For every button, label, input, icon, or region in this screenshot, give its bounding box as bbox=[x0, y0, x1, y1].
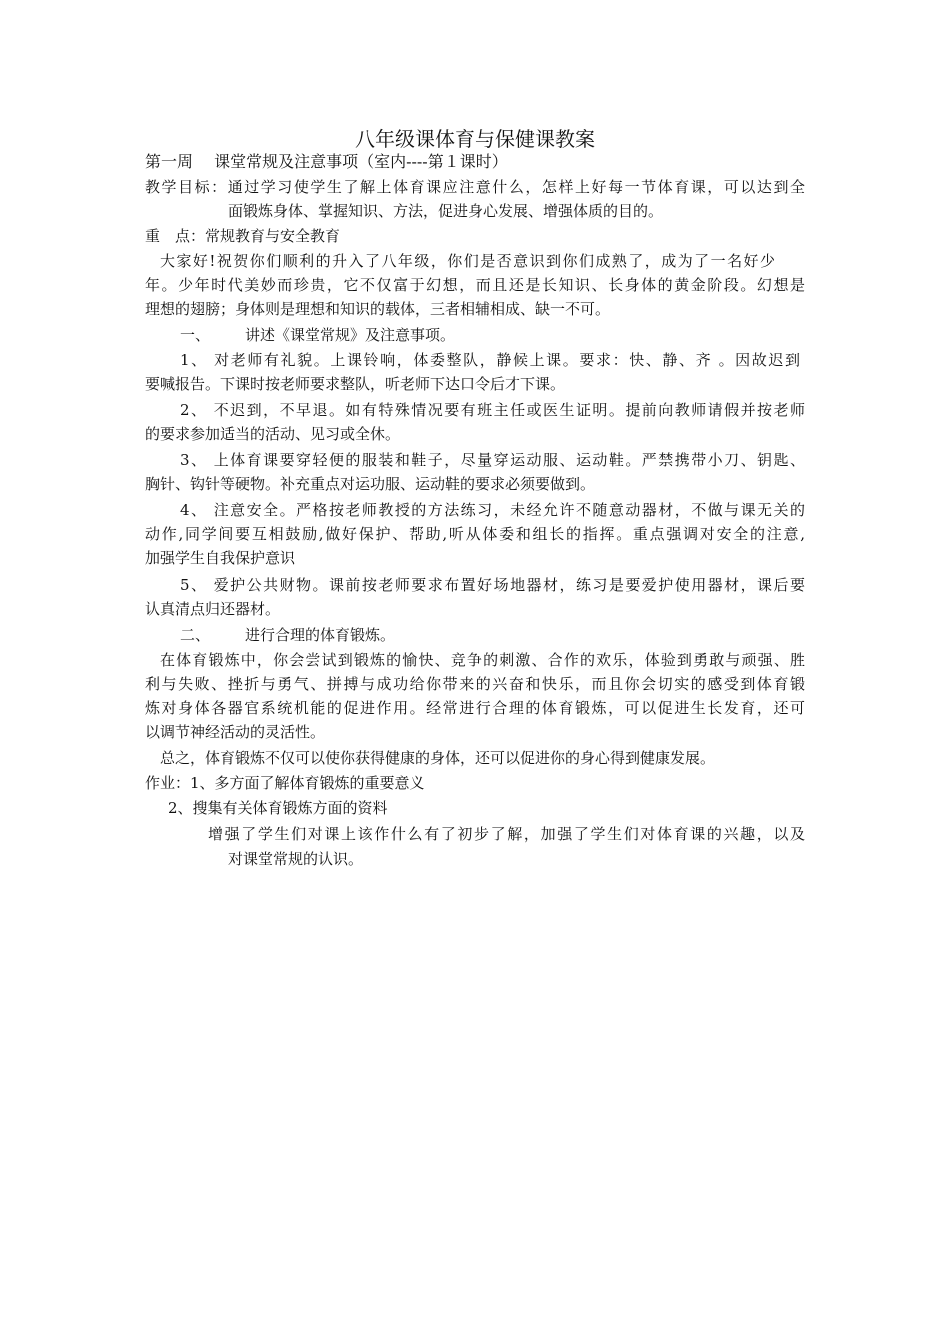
exercise-line-4: 以调节神经活动的灵活性。 bbox=[145, 723, 326, 741]
rule-4-line-3: 加强学生自我保护意识 bbox=[145, 549, 296, 567]
reflection-line-2: 对课堂常规的认识。 bbox=[228, 850, 364, 868]
objective-line-1: 教学目标：通过学习使学生了解上体育课应注意什么，怎样上好每一节体育课，可以达到全 bbox=[145, 178, 805, 196]
rule-2-line-1: 2、 不迟到，不早退。如有特殊情况要有班主任或医生证明。提前向教师请假并按老师 bbox=[180, 401, 805, 419]
objective-line-2: 面锻炼身体、掌握知识、方法，促进身心发展、增强体质的目的。 bbox=[228, 202, 664, 220]
rule-1-line-1: 1、 对老师有礼貌。上课铃响，体委整队，静候上课。要求：快、静、齐 。因故迟到 bbox=[180, 351, 800, 369]
homework-line-2: 2、搜集有关体育锻炼方面的资料 bbox=[168, 799, 388, 817]
rule-5-line-2: 认真清点归还器材。 bbox=[145, 600, 281, 618]
rule-4-line-1: 4、 注意安全。严格按老师教授的方法练习，未经允许不随意动器材，不做与课无关的 bbox=[180, 501, 805, 519]
reflection-line-1: 增强了学生们对课上该作什么有了初步了解，加强了学生们对体育课的兴趣，以及 bbox=[208, 825, 805, 843]
homework-line-1: 作业：1、多方面了解体育锻炼的重要意义 bbox=[145, 774, 425, 792]
rule-2-line-2: 的要求参加适当的活动、见习或全休。 bbox=[145, 425, 401, 443]
exercise-line-3: 炼对身体各器官系统机能的促进作用。经常进行合理的体育锻炼，可以促进生长发育，还可 bbox=[145, 699, 805, 717]
intro-line-3: 理想的翅膀；身体则是理想和知识的载体，三者相辅相成、缺一不可。 bbox=[145, 300, 611, 318]
rule-4-line-2: 动作,同学间要互相鼓励,做好保护、帮助,听从体委和组长的指挥。重点强调对安全的注意, bbox=[145, 525, 805, 543]
exercise-line-1: 在体育锻炼中，你会尝试到锻炼的愉快、竞争的刺激、合作的欢乐，体验到勇敢与顽强、胜 bbox=[160, 651, 805, 669]
exercise-line-2: 利与失败、挫折与勇气、拼搏与成功给你带来的兴奋和快乐，而且你会切实的感受到体育锻 bbox=[145, 675, 805, 693]
intro-line-1: 大家好!祝贺你们顺利的升入了八年级，你们是否意识到你们成熟了，成为了一名好少 bbox=[160, 252, 775, 270]
section-2-number: 二、 bbox=[180, 626, 211, 644]
document-title: 八年级课体育与保健课教案 bbox=[355, 127, 595, 151]
rule-3-line-1: 3、 上体育课要穿轻便的服装和鞋子，尽量穿运动服、运动鞋。严禁携带小刀、钥匙、 bbox=[180, 451, 805, 469]
week-heading: 第一周 课堂常规及注意事项（室内----第１课时） bbox=[145, 152, 508, 171]
section-2-heading: 进行合理的体育锻炼。 bbox=[245, 626, 396, 644]
rule-1-line-2: 要喊报告。下课时按老师要求整队，听老师下达口令后才下课。 bbox=[145, 375, 566, 393]
intro-line-2: 年。少年时代美妙而珍贵，它不仅富于幻想，而且还是长知识、长身体的黄金阶段。幻想是 bbox=[145, 276, 805, 294]
rule-5-line-1: 5、 爱护公共财物。课前按老师要求布置好场地器材，练习是要爱护使用器材，课后要 bbox=[180, 576, 805, 594]
section-1-number: 一、 bbox=[180, 326, 211, 344]
summary-line: 总之，体育锻炼不仅可以使你获得健康的身体，还可以促进你的身心得到健康发展。 bbox=[160, 749, 716, 767]
key-point: 重 点：常规教育与安全教育 bbox=[145, 227, 341, 245]
section-1-heading: 讲述《课堂常规》及注意事项。 bbox=[245, 326, 456, 344]
rule-3-line-2: 胸针、钩针等硬物。补充重点对运功服、运动鞋的要求必须要做到。 bbox=[145, 475, 596, 493]
